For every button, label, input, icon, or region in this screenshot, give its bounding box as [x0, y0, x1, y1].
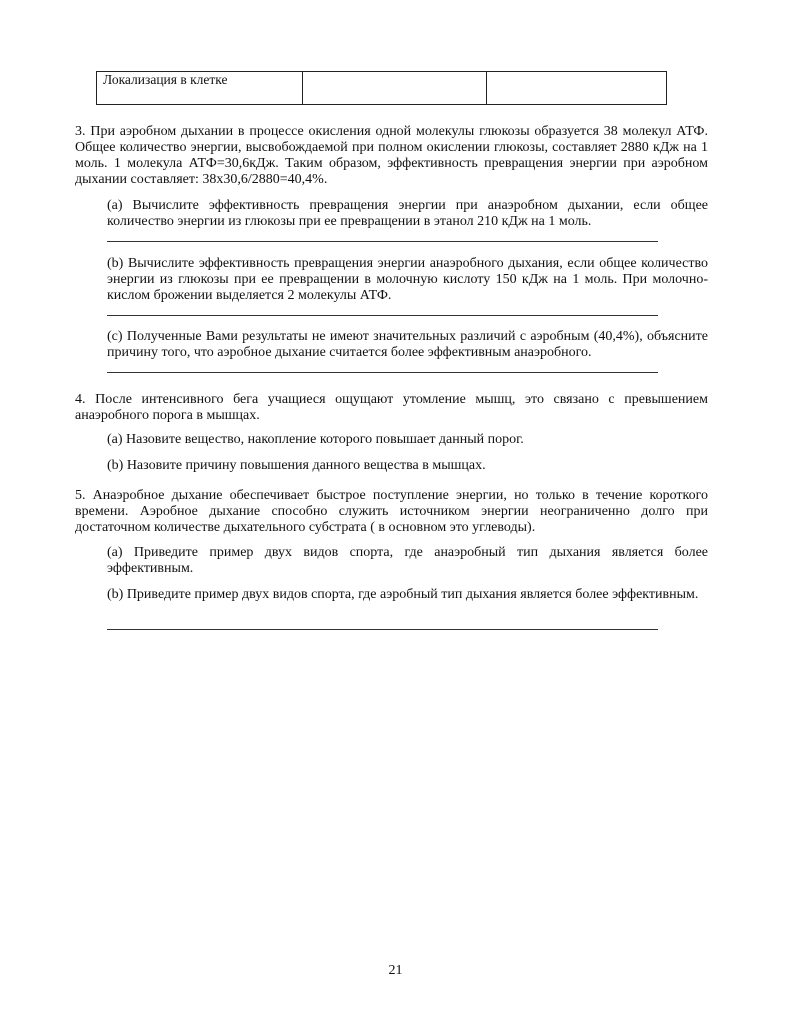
question-5b: (b) Приведите пример двух видов спорта, где аэробный тип дыхания является более эффективным.: [107, 587, 699, 602]
table-row-label: Локализация в клетке: [97, 72, 303, 105]
question-3-text: 3. При аэробном дыхании в процессе окисления одной молекулы глюкозы образуется 38 молекул АТФ. Общее количество энергии, высвобождаемой при полном окислении глюкозы, составляет 2880 кДж на 1 моль. 1 молекула АТФ=30,6кДж. Таким образом, эффективность превращения энергии при аэробном дыхании составляет: 38x30,6/2880=40,4%.: [75, 124, 708, 187]
question-4-text: 4. После интенсивного бега учащиеся ощущают утомление мышц, это связано с превышением анаэробного порога в мышцах.: [75, 392, 708, 423]
answer-line-3a: [107, 241, 658, 242]
question-5-text: 5. Анаэробное дыхание обеспечивает быстрое поступление энергии, но только в течение короткого времени. Аэробное дыхание способно служить источником энергии неограниченно долго при достаточном количестве дыхательного субстрата ( в основном это углеводы).: [75, 488, 708, 535]
question-4b: (b) Назовите причину повышения данного вещества в мышцах.: [107, 458, 486, 473]
table-cell-empty: [303, 72, 487, 105]
answer-line-5b: [107, 629, 658, 630]
answer-line-3b: [107, 315, 658, 316]
question-4a: (a) Назовите вещество, накопление которого повышает данный порог.: [107, 432, 524, 447]
question-3b: (b) Вычислите эффективность превращения энергии анаэробного дыхания, если общее количество энергии из глюкозы при ее превращении в молочную кислоту 150 кДж на 1 моль. При молочно-кислом брожении выделяется 2 молекулы АТФ.: [107, 256, 708, 303]
page-number: 21: [388, 963, 403, 978]
question-5a: (a) Приведите пример двух видов спорта, где анаэробный тип дыхания является более эффективным.: [107, 545, 708, 576]
question-3c: (c) Полученные Вами результаты не имеют значительных различий с аэробным (40,4%), объясните причину того, что аэробное дыхание считается более эффективным анаэробного.: [107, 329, 708, 360]
question-3a: (a) Вычислите эффективность превращения энергии при анаэробном дыхании, если общее количество энергии из глюкозы при ее превращении в этанол 210 кДж на 1 моль.: [107, 198, 708, 229]
localization-table: [96, 71, 667, 105]
table-cell-empty: [487, 72, 667, 105]
answer-line-3c: [107, 372, 658, 373]
table-row: [97, 72, 667, 105]
